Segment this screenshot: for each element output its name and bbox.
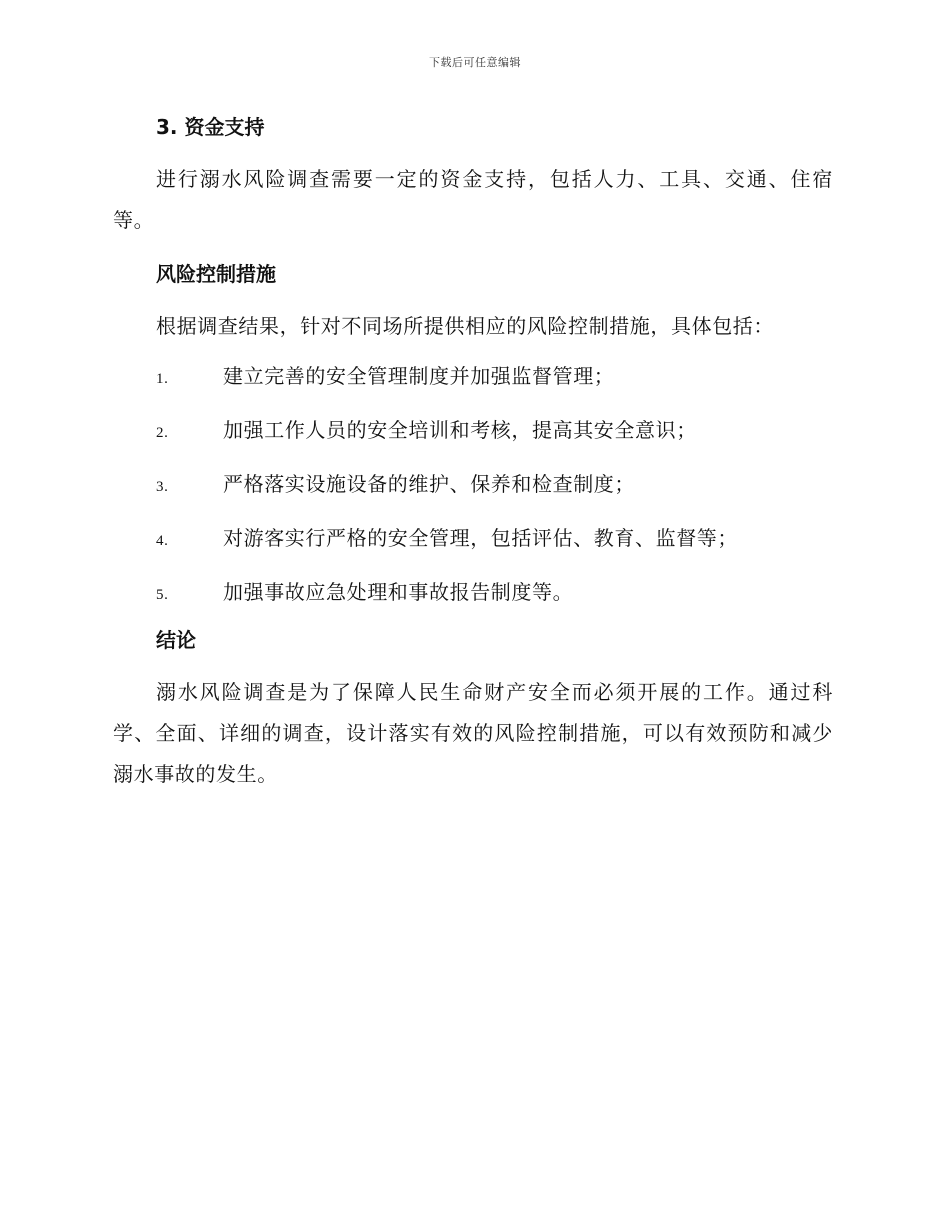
risk-control-heading: 风险控制措施 [156, 262, 276, 286]
list-item-text: 加强事故应急处理和事故报告制度等。 [223, 580, 574, 604]
conclusion-heading: 结论 [156, 628, 196, 652]
risk-control-intro: 根据调查结果，针对不同场所提供相应的风险控制措施，具体包括： [156, 314, 774, 338]
list-item-number: 3. [156, 479, 169, 495]
list-item-text: 严格落实设施设备的维护、保养和检查制度； [223, 472, 635, 496]
page-header-note: 下载后可任意编辑 [429, 56, 521, 69]
document-body [113, 108, 833, 795]
funding-paragraph: 进行溺水风险调查需要一定的资金支持，包括人力、工具、交通、住宿等。 [113, 167, 833, 232]
list-item-number: 4. [156, 533, 169, 549]
list-item-text: 建立完善的安全管理制度并加强监督管理； [223, 364, 615, 388]
risk-control-list [113, 349, 833, 619]
funding-heading: 3. 资金支持 [156, 115, 265, 139]
list-item [113, 511, 833, 565]
list-item-number: 5. [156, 587, 169, 603]
list-item-text: 加强工作人员的安全培训和考核，提高其安全意识； [223, 418, 697, 442]
list-item [113, 457, 833, 511]
list-item-number: 1. [156, 371, 169, 387]
list-item [113, 565, 833, 619]
list-item-text: 对游客实行严格的安全管理，包括评估、教育、监督等； [223, 526, 738, 550]
list-item-number: 2. [156, 425, 169, 441]
list-item [113, 403, 833, 457]
conclusion-paragraph: 溺水风险调查是为了保障人民生命财产安全而必须开展的工作。通过科学、全面、详细的调查，设计落实有效的风险控制措施，可以有效预防和减少溺水事故的发生。 [113, 680, 833, 786]
list-item [113, 349, 833, 403]
